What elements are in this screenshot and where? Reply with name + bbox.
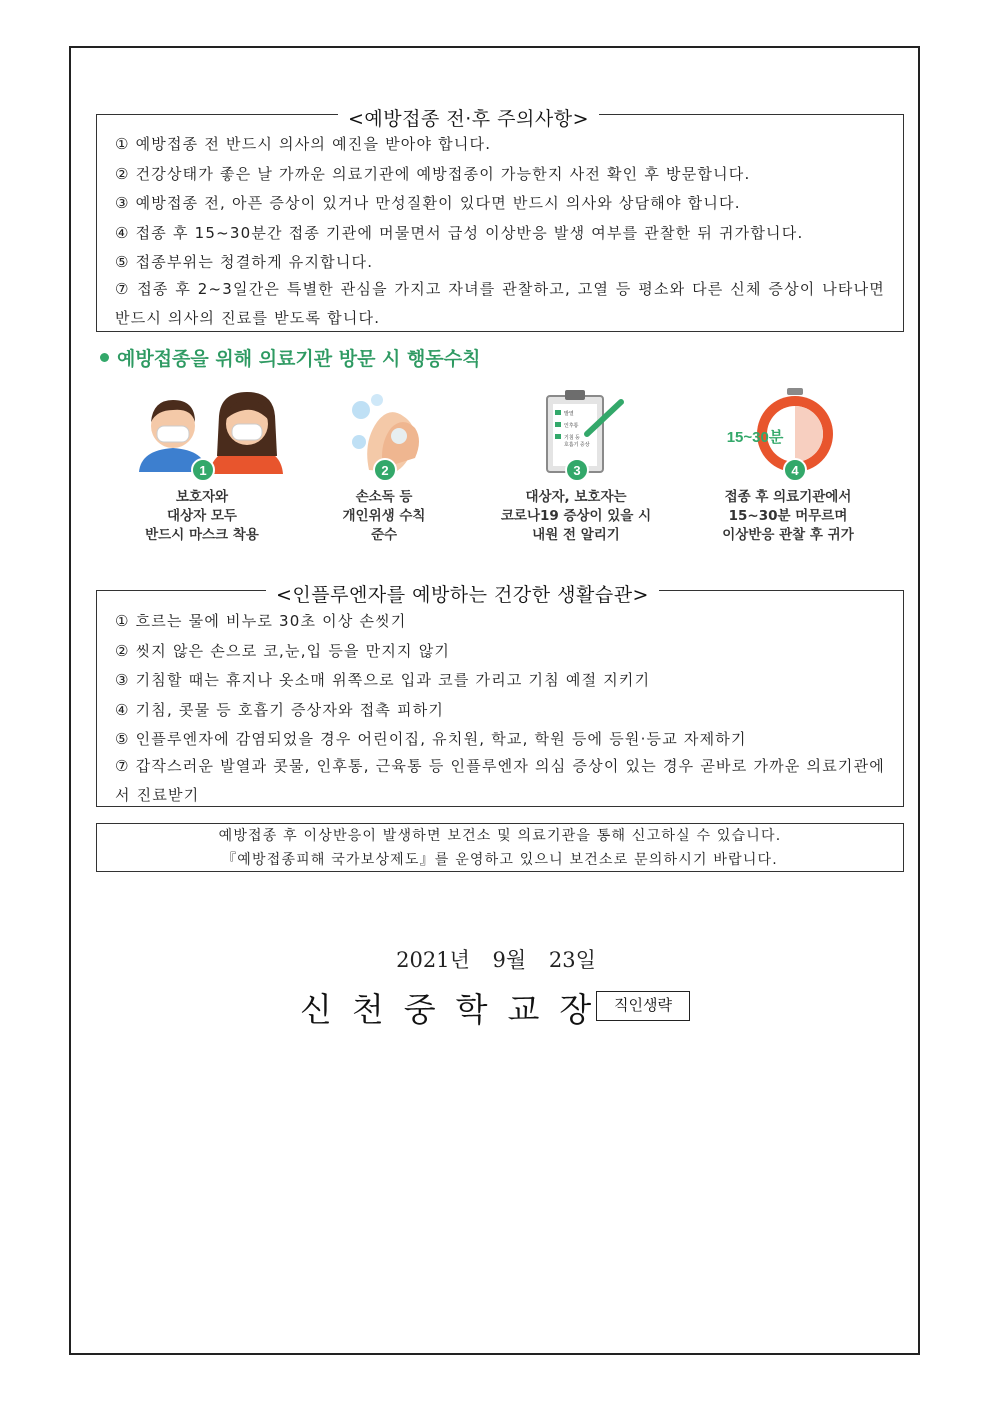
- precaution-item: ③ 예방접종 전, 아픈 증상이 있거나 만성질환이 있다면 반드시 의사와 상담해야 합니다.: [115, 194, 741, 212]
- card-caption: 접종 후 의료기관에서 15~30분 머무르며 이상반응 관찰 후 귀가: [722, 489, 854, 543]
- timer-label: 15~30분: [726, 429, 784, 446]
- card-number: 4: [791, 463, 799, 478]
- clip-label: 인후통: [564, 423, 579, 429]
- masked-people-icon: [117, 386, 287, 482]
- clip-label: 기침 등: [564, 435, 580, 441]
- precaution-item: ② 건강상태가 좋은 날 가까운 의료기관에 예방접종이 가능한지 사전 확인 후 방문합니다.: [115, 165, 751, 183]
- compensation-notice: [96, 823, 904, 872]
- stopwatch-icon: [703, 386, 873, 482]
- card-number: 1: [199, 463, 207, 478]
- habit-item: ⑦ 갑작스러운 발열과 콧물, 인후통, 근육통 등 인플루엔자 의심 증상이 있는 경우 곧바로 가까운 의료기관에서 진료받기: [115, 757, 885, 804]
- card-caption: 대상자, 보호자는 코로나19 증상이 있을 시 내원 전 알리기: [500, 489, 652, 543]
- guide-heading: 예방접종을 위해 의료기관 방문 시 행동수칙: [100, 344, 480, 371]
- guide-card-timer: [698, 386, 878, 556]
- guide-card-clipboard: [486, 386, 666, 556]
- notice-line: 예방접종 후 이상반응이 발생하면 보건소 및 의료기관을 통해 신고하실 수 있습니다.: [218, 828, 782, 844]
- bullet-dot-icon: [100, 353, 109, 362]
- issue-date: 2021년 9월 23일: [396, 948, 596, 972]
- precaution-item: ④ 접종 후 15~30분간 접종 기관에 머물면서 급성 이상반응 발생 여부를 관찰한 뒤 귀가합니다.: [115, 224, 804, 242]
- habit-item: ⑤ 인플루엔자에 감염되었을 경우 어린이집, 유치원, 학교, 학원 등에 등원·등교 자제하기: [115, 730, 747, 748]
- precaution-item: ⑤ 접종부위는 청결하게 유지합니다.: [115, 253, 374, 271]
- precautions-box: [96, 114, 904, 332]
- habit-item: ② 씻지 않은 손으로 코,눈,입 등을 만지지 않기: [115, 642, 451, 660]
- signer-name: 신천중학교장: [300, 990, 612, 1029]
- influenza-habits-box: [96, 590, 904, 807]
- card-number: 2: [381, 463, 389, 478]
- clip-label: 호흡기 증상: [564, 442, 590, 448]
- clip-label: 발열: [564, 411, 574, 417]
- card-caption: 손소독 등 개인위생 수칙 준수: [342, 489, 426, 543]
- guide-card-handwash: [294, 386, 474, 556]
- habit-item: ③ 기침할 때는 휴지나 옷소매 위쪽으로 입과 코를 가리고 기침 예절 지키기: [115, 671, 651, 689]
- handwash-icon: [299, 386, 469, 482]
- card-number: 3: [573, 463, 581, 478]
- guide-card-mask: [112, 386, 292, 556]
- seal-omitted-stamp: 직인생략: [596, 991, 690, 1021]
- habit-item: ④ 기침, 콧물 등 호흡기 증상자와 접촉 피하기: [115, 701, 445, 719]
- notice-line: 『예방접종피해 국가보상제도』를 운영하고 있으니 보건소로 문의하시기 바랍니다.: [222, 852, 778, 868]
- precaution-item: ⑦ 접종 후 2~3일간은 특별한 관심을 가지고 자녀를 관찰하고, 고열 등 평소와 다른 신체 증상이 나타나면 반드시 의사의 진료를 받도록 합니다.: [115, 280, 885, 327]
- precaution-item: ① 예방접종 전 반드시 의사의 예진을 받아야 합니다.: [115, 135, 492, 153]
- influenza-habits-title: <인플루엔자를 예방하는 건강한 생활습관>: [266, 580, 659, 607]
- clipboard-checklist-icon: [491, 386, 661, 482]
- precautions-title: <예방접종 전·후 주의사항>: [338, 104, 599, 131]
- habit-item: ① 흐르는 물에 비누로 30초 이상 손씻기: [115, 612, 407, 630]
- card-caption: 보호자와 대상자 모두 반드시 마스크 착용: [145, 489, 259, 543]
